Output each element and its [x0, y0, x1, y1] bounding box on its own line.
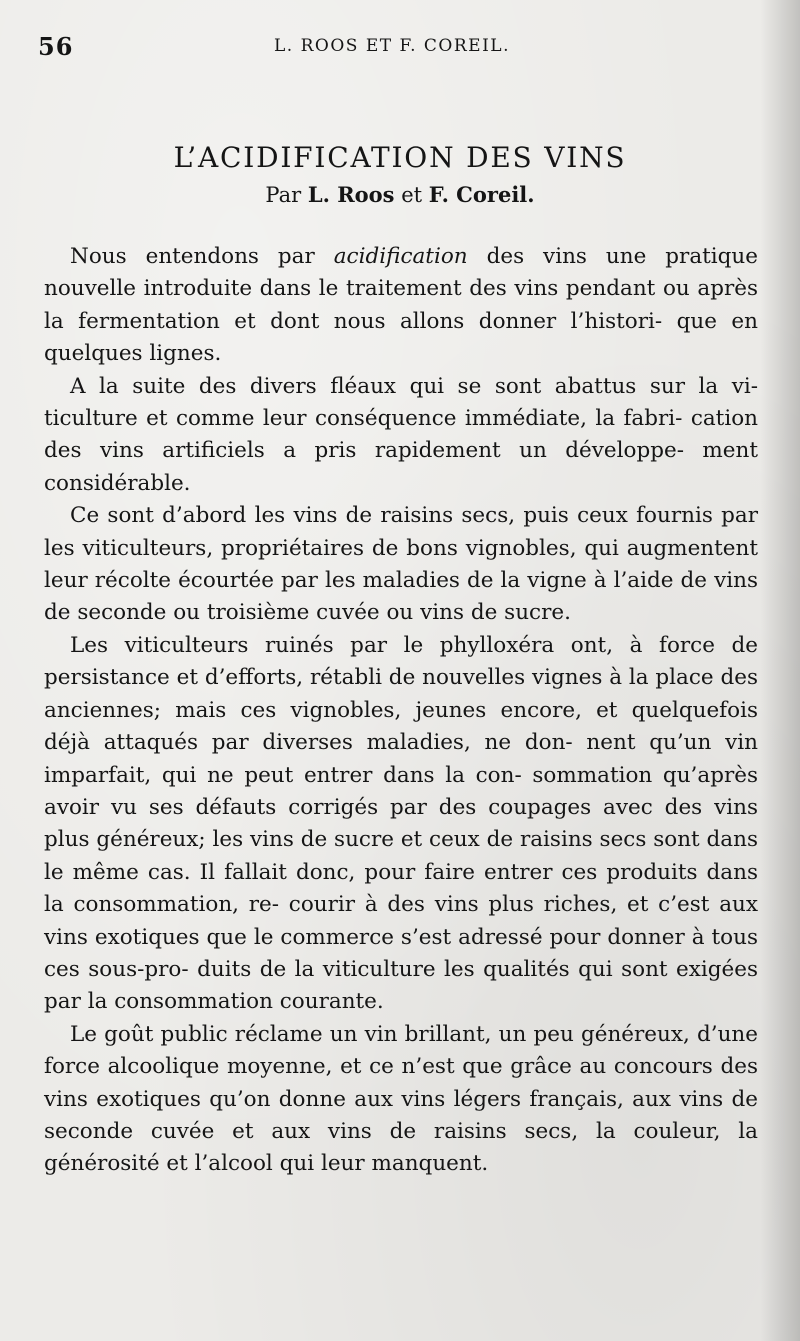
paragraph-2: A la suite des divers fléaux qui se sont abattus sur la vi- ticulture et comme leur conséquence immédiate, la fabri- cation des vins artificiels a pris rapidement un développe- ment considérable.: [44, 373, 758, 496]
paragraph-3: Ce sont d’abord les vins de raisins secs, puis ceux fournis par les viticulteurs, propriétaires de bons vignobles, qui augmentent leur récolte écourtée par les maladies de la vigne à l’aide de vins de seconde ou troisième cuvée ou vins de sucre.: [44, 503, 758, 626]
page-header: [38, 32, 758, 66]
paragraph-4: Les viticulteurs ruinés par le phylloxéra ont, à force de persistance et d’efforts, rétabli de nouvelles vignes à la place des anciennes; mais ces vignobles, jeunes encore, et quelquefois déjà attaqués par diverses maladies, ne don- nent qu’un vin imparfait, qui ne peut entrer dans la con- sommation qu’après avoir vu ses défauts corrigés par des coupages avec des vins plus généreux; les vins de sucre et ceux de raisins secs sont dans le même cas. Il fallait donc, pour faire entrer ces produits dans la consommation, re- courir à des vins plus riches, et c’est aux vins exotiques que le commerce s’est adressé pour donner à tous ces sous-pro- duits de la viticulture les qualités qui sont exigées par la consommation courante.: [44, 632, 758, 1015]
byline-conjunction: et: [401, 183, 423, 207]
page-number: 56: [38, 32, 74, 61]
paragraph-1-lead: Nous entendons par: [70, 244, 334, 269]
paragraph-5: Le goût public réclame un vin brillant, un peu généreux, d’une force alcoolique moyenne, et ce n’est que grâce au concours des vins exotiques qu’on donne aux vins légers français, aux vins de seconde cuvée et aux vins de raisins secs, la couleur, la générosité et l’alcool qui leur manquent.: [44, 1021, 758, 1177]
article-title: L’ACIDIFICATION DES VINS: [173, 140, 627, 174]
author-coreil: F. Coreil.: [428, 182, 535, 207]
byline-prefix: Par: [265, 183, 302, 207]
author-roos: L. Roos: [307, 182, 395, 207]
byline: [40, 182, 760, 207]
page-edge-shadow: [760, 0, 800, 1341]
running-head: L. ROOS ET F. COREIL.: [274, 36, 510, 56]
term-acidification: acidification: [333, 244, 468, 269]
paragraph-1: [44, 241, 758, 371]
article-body: [44, 241, 758, 1181]
paragraph-1-rest: des vins une pratique nouvelle introduite dans le traitement des vins pendant ou après la fermentation et dont nous allons donner l’histori- que en quelques lignes.: [44, 244, 758, 367]
